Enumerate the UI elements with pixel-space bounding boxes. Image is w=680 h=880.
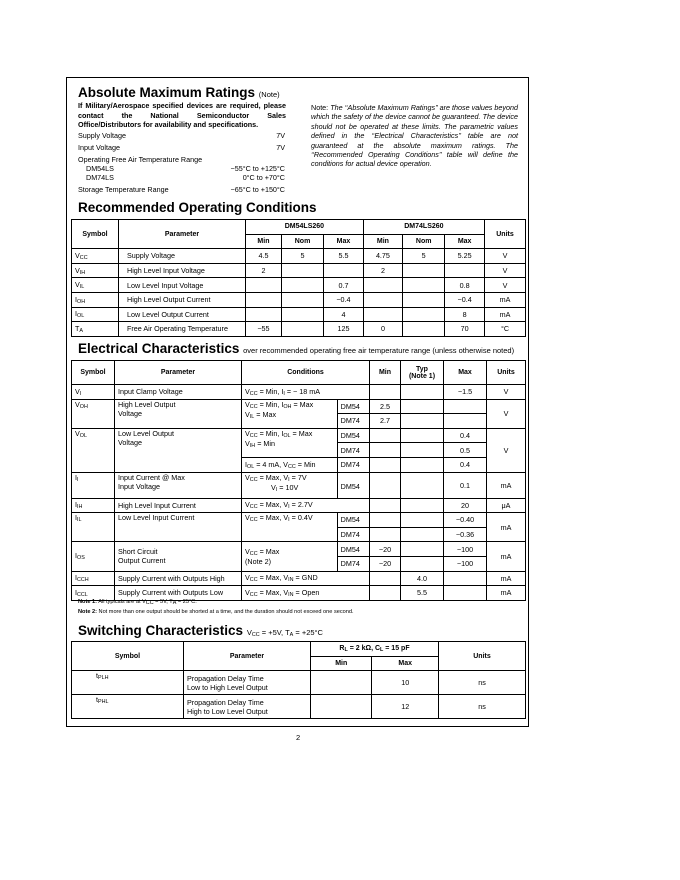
table-cell xyxy=(444,571,487,586)
storage-temp-label: Storage Temperature Range xyxy=(78,185,169,194)
sc-title-text: Switching Characteristics xyxy=(78,623,244,638)
table-cell xyxy=(401,457,444,472)
table-cell: −20 xyxy=(370,542,401,557)
table-cell: 0 xyxy=(363,322,402,337)
table-cell xyxy=(401,498,444,513)
th-parameter: Parameter xyxy=(115,361,242,385)
table-cell: °C xyxy=(485,322,526,337)
table-cell xyxy=(370,428,401,443)
table-cell: V xyxy=(487,428,526,472)
table-cell: $T_A$ xyxy=(72,322,119,337)
table-cell: $t_{PHL}$ xyxy=(72,695,184,719)
ec-table xyxy=(71,360,526,601)
input-voltage-label: Input Voltage xyxy=(78,143,120,152)
table-cell: 0.4 xyxy=(444,457,487,472)
th-units: Units xyxy=(485,220,526,249)
table-cell xyxy=(246,292,282,307)
table-cell: −0.4 xyxy=(324,292,364,307)
th-symbol: Symbol xyxy=(72,642,184,671)
table-cell: 4.5 xyxy=(246,249,282,264)
table-cell: Supply Voltage xyxy=(119,249,246,264)
table-cell xyxy=(281,307,323,322)
th-sub: Min xyxy=(363,234,402,249)
table-row xyxy=(72,292,526,307)
table-cell: DM74 xyxy=(337,457,369,472)
table-cell: DM54 xyxy=(337,428,369,443)
table-cell: μA xyxy=(487,498,526,513)
table-cell: ns xyxy=(439,695,526,719)
table-cell: 125 xyxy=(324,322,364,337)
table-cell: 4.0 xyxy=(401,571,444,586)
th-sub: Max xyxy=(324,234,364,249)
table-cell: 0.5 xyxy=(444,443,487,458)
table-cell xyxy=(246,307,282,322)
table-cell xyxy=(363,278,402,293)
table-cell: 2 xyxy=(246,263,282,278)
th-sub: Min xyxy=(246,234,282,249)
th-dm74: DM74LS260 xyxy=(363,220,484,235)
table-cell xyxy=(363,292,402,307)
th-min: Min xyxy=(311,656,372,671)
table-cell: $I_{IH}$ xyxy=(72,498,115,513)
table-row xyxy=(72,307,526,322)
table-row xyxy=(72,498,526,513)
table-cell: V xyxy=(487,399,526,428)
table-cell xyxy=(370,457,401,472)
th-symbol: Symbol xyxy=(72,220,119,249)
table-row xyxy=(72,322,526,337)
th-group: $R_L = 2$ kΩ, $C_L = 15$ pF xyxy=(311,642,439,657)
table-cell: Short Circuit Output Current xyxy=(115,542,242,571)
roc-table xyxy=(71,219,526,337)
table-cell: $V_I$ xyxy=(72,385,115,400)
table-cell: $V_{CC}$ = Max, $V_{IN}$ = GND xyxy=(242,571,370,586)
table-cell: $V_{CC}$ = Max, $V_I = 2.7V$ xyxy=(242,498,370,513)
table-cell: 4 xyxy=(324,307,364,322)
table-cell: $V_{OL}$ xyxy=(72,428,115,472)
table-cell: Low Level Output Current xyxy=(119,307,246,322)
table-cell: $V_{CC}$ = Max (Note 2) xyxy=(242,542,338,571)
table-cell xyxy=(281,263,323,278)
table-cell: 0.8 xyxy=(445,278,485,293)
table-cell xyxy=(403,263,445,278)
table-cell: −0.4 xyxy=(445,292,485,307)
dm74-temp-value: 0°C to +70°C xyxy=(242,173,285,182)
table-cell: DM74 xyxy=(337,527,369,542)
sc-title xyxy=(78,623,323,638)
table-cell xyxy=(444,586,487,601)
table-cell xyxy=(370,498,401,513)
table-cell xyxy=(401,428,444,443)
th-units: Units xyxy=(487,361,526,385)
table-cell: $I_I$ xyxy=(72,472,115,498)
table-cell: 10 xyxy=(372,671,439,695)
table-cell: −100 xyxy=(444,542,487,557)
table-cell xyxy=(311,695,372,719)
table-cell: 5.5 xyxy=(324,249,364,264)
table-cell: Propagation Delay Time High to Low Level Output xyxy=(184,695,311,719)
abs-max-title xyxy=(78,85,280,100)
ec-title-text: Electrical Characteristics xyxy=(78,341,240,356)
th-typ: Typ (Note 1) xyxy=(401,361,444,385)
table-cell xyxy=(311,671,372,695)
military-notice: If Military/Aerospace specified devices are required, please contact the National Semiconductor Sales Office/Distributors for availability and specifications. xyxy=(78,101,286,130)
table-row xyxy=(72,513,526,528)
table-cell: V xyxy=(485,249,526,264)
table-cell: 2.5 xyxy=(370,399,401,414)
th-max: Max xyxy=(444,361,487,385)
table-cell: mA xyxy=(487,571,526,586)
table-cell: 5 xyxy=(281,249,323,264)
table-cell: 5 xyxy=(403,249,445,264)
dm54-label: DM54LS xyxy=(86,164,114,173)
sc-conditions: $V_{CC} = +5V$, $T_A = +25^\circ C$ xyxy=(246,628,323,638)
table-cell: DM74 xyxy=(337,443,369,458)
table-row xyxy=(72,571,526,586)
table-cell: −100 xyxy=(444,556,487,571)
footnote-1 xyxy=(78,599,197,606)
table-cell xyxy=(401,385,444,400)
abs-max-note xyxy=(311,103,518,169)
table-row xyxy=(72,399,526,414)
th-sub: Nom xyxy=(281,234,323,249)
storage-temp-value: −65°C to +150°C xyxy=(230,185,285,194)
table-cell xyxy=(370,513,401,528)
table-cell: $V_{CC}$ = Max, $V_I = 0.4V$ xyxy=(242,513,338,542)
table-cell xyxy=(370,385,401,400)
table-row xyxy=(72,428,526,443)
table-cell: $V_{OH}$ xyxy=(72,399,115,428)
table-cell xyxy=(403,292,445,307)
table-cell: mA xyxy=(487,542,526,571)
table-cell: DM54 xyxy=(337,513,369,528)
table-cell xyxy=(401,556,444,571)
table-cell: −0.36 xyxy=(444,527,487,542)
table-cell: −20 xyxy=(370,556,401,571)
table-row xyxy=(72,263,526,278)
table-cell: $I_{OL}$ xyxy=(72,307,119,322)
th-sub: Max xyxy=(445,234,485,249)
table-row xyxy=(72,671,526,695)
th-conditions: Conditions xyxy=(242,361,370,385)
table-cell: $V_{CC}$ xyxy=(72,249,119,264)
footnote-1-label: Note 1: xyxy=(78,599,97,605)
page-number: 2 xyxy=(296,733,301,742)
table-cell: $I_{OS}$ xyxy=(72,542,115,571)
table-cell: V xyxy=(485,263,526,278)
table-cell xyxy=(281,322,323,337)
table-cell: $t_{PLH}$ xyxy=(72,671,184,695)
table-cell: 12 xyxy=(372,695,439,719)
table-cell: $I_{OH}$ xyxy=(72,292,119,307)
table-cell: Free Air Operating Temperature xyxy=(119,322,246,337)
table-cell xyxy=(370,472,401,498)
table-cell xyxy=(363,307,402,322)
table-cell: Low Level Input Voltage xyxy=(119,278,246,293)
footnote-1-text: All typicals are at $V_{CC} = 5V$, $T_A = 25^\circ C$. xyxy=(98,599,197,606)
table-row xyxy=(72,542,526,557)
table-cell: High Level Output Current xyxy=(119,292,246,307)
table-cell xyxy=(403,278,445,293)
table-cell: 5.25 xyxy=(445,249,485,264)
table-row xyxy=(72,385,526,400)
table-cell: Low Level Output Voltage xyxy=(115,428,242,472)
table-cell: DM54 xyxy=(337,542,369,557)
table-cell: $I_{CCL}$ xyxy=(72,586,115,601)
sc-table xyxy=(71,641,526,719)
abs-max-title-note: (Note) xyxy=(258,90,280,99)
table-cell: Low Level Input Current xyxy=(115,513,242,542)
dm54-temp-value: −55°C to +125°C xyxy=(230,164,285,173)
footnote-2 xyxy=(78,609,354,615)
table-cell: Propagation Delay Time Low to High Level Output xyxy=(184,671,311,695)
th-dm54: DM54LS260 xyxy=(246,220,364,235)
table-row xyxy=(72,472,526,498)
table-cell: High Level Input Voltage xyxy=(119,263,246,278)
table-cell: 20 xyxy=(444,498,487,513)
th-symbol: Symbol xyxy=(72,361,115,385)
table-cell: mA xyxy=(485,307,526,322)
table-cell xyxy=(401,399,444,414)
table-row xyxy=(72,695,526,719)
table-cell: Input Clamp Voltage xyxy=(115,385,242,400)
table-cell: 70 xyxy=(445,322,485,337)
table-cell: High Level Input Current xyxy=(115,498,242,513)
table-cell: $I_{OL} = 4$ mA, $V_{CC}$ = Min xyxy=(242,457,338,472)
table-cell xyxy=(281,278,323,293)
ec-title xyxy=(78,341,514,356)
table-cell: 0.4 xyxy=(444,428,487,443)
table-cell: $V_{IH}$ xyxy=(72,263,119,278)
table-cell: Supply Current with Outputs High xyxy=(115,571,242,586)
table-cell: $I_{IL}$ xyxy=(72,513,115,542)
table-cell xyxy=(401,472,444,498)
table-cell: mA xyxy=(487,472,526,498)
table-cell xyxy=(444,399,487,414)
table-cell: $V_{IL}$ xyxy=(72,278,119,293)
th-min: Min xyxy=(370,361,401,385)
table-cell: 8 xyxy=(445,307,485,322)
table-cell: $V_{CC}$ = Min, $I_{OH}$ = Max $V_{IL}$ = Max xyxy=(242,399,338,428)
table-cell: ns xyxy=(439,671,526,695)
supply-voltage-value: 7V xyxy=(276,131,285,140)
table-cell: 0.7 xyxy=(324,278,364,293)
table-cell: 2.7 xyxy=(370,414,401,429)
table-cell xyxy=(370,586,401,601)
table-cell: V xyxy=(487,385,526,400)
th-parameter: Parameter xyxy=(184,642,311,671)
abs-max-title-text: Absolute Maximum Ratings xyxy=(78,85,256,100)
footnote-2-text: Not more than one output should be shorted at a time, and the duration should not exceed one second. xyxy=(98,609,354,615)
table-row xyxy=(72,278,526,293)
table-cell: 5.5 xyxy=(401,586,444,601)
table-cell: DM74 xyxy=(337,414,369,429)
table-cell: 0.1 xyxy=(444,472,487,498)
input-voltage-value: 7V xyxy=(276,143,285,152)
supply-voltage-label: Supply Voltage xyxy=(78,131,126,140)
table-cell: V xyxy=(485,278,526,293)
table-cell xyxy=(246,278,282,293)
table-cell: DM54 xyxy=(337,472,369,498)
table-cell: $I_{CCH}$ xyxy=(72,571,115,586)
roc-title: Recommended Operating Conditions xyxy=(78,200,317,215)
temp-range-label: Operating Free Air Temperature Range xyxy=(78,155,203,164)
table-cell xyxy=(401,542,444,557)
table-cell xyxy=(401,513,444,528)
th-max: Max xyxy=(372,656,439,671)
table-cell: −1.5 xyxy=(444,385,487,400)
abs-max-note-lead: Note: xyxy=(311,103,329,112)
table-cell: Input Current @ Max Input Voltage xyxy=(115,472,242,498)
table-cell: $V_{CC}$ = Max, $V_{IN}$ = Open xyxy=(242,586,370,601)
table-cell: Supply Current with Outputs Low xyxy=(115,586,242,601)
table-cell xyxy=(281,292,323,307)
table-cell xyxy=(403,307,445,322)
table-cell: $V_{CC}$ = Min, $I_{OL}$ = Max $V_{IH}$ = Min xyxy=(242,428,338,457)
table-cell: −55 xyxy=(246,322,282,337)
table-cell: 4.75 xyxy=(363,249,402,264)
table-cell: $V_{CC}$ = Min, $I_I$ = − 18 mA xyxy=(242,385,370,400)
table-cell xyxy=(401,414,444,429)
th-sub: Nom xyxy=(403,234,445,249)
table-cell: High Level Output Voltage xyxy=(115,399,242,428)
table-cell: mA xyxy=(487,586,526,601)
table-cell xyxy=(370,571,401,586)
abs-max-note-text: The ‘‘Absolute Maximum Ratings’’ are those values beyond which the safety of the device cannot be guaranteed. The device should not be operated at these limits. The parametric values defined in the ‘‘Electrical Characteristics’’ table are not guaranteed at the absolute maximum ratings. The ‘‘Recommended Operating Conditions’’ table will define the conditions for actual device operation. xyxy=(311,103,519,169)
th-units: Units xyxy=(439,642,526,671)
table-cell: $V_{CC}$ = Max, $V_I = 7V$ $V_I = 10V$ xyxy=(242,472,338,498)
table-cell xyxy=(401,527,444,542)
table-cell xyxy=(403,322,445,337)
table-cell: DM74 xyxy=(337,556,369,571)
dm74-label: DM74LS xyxy=(86,173,114,182)
table-cell: mA xyxy=(485,292,526,307)
table-row xyxy=(72,249,526,264)
table-cell xyxy=(370,443,401,458)
table-cell: −0.40 xyxy=(444,513,487,528)
footnote-2-label: Note 2: xyxy=(78,609,97,615)
table-cell: mA xyxy=(487,513,526,542)
ec-subtitle: over recommended operating free air temperature range (unless otherwise noted) xyxy=(243,346,515,355)
table-cell: DM54 xyxy=(337,399,369,414)
table-cell xyxy=(370,527,401,542)
th-parameter: Parameter xyxy=(119,220,246,249)
table-cell: 2 xyxy=(363,263,402,278)
table-cell xyxy=(444,414,487,429)
table-cell xyxy=(401,443,444,458)
table-cell xyxy=(445,263,485,278)
table-cell xyxy=(324,263,364,278)
